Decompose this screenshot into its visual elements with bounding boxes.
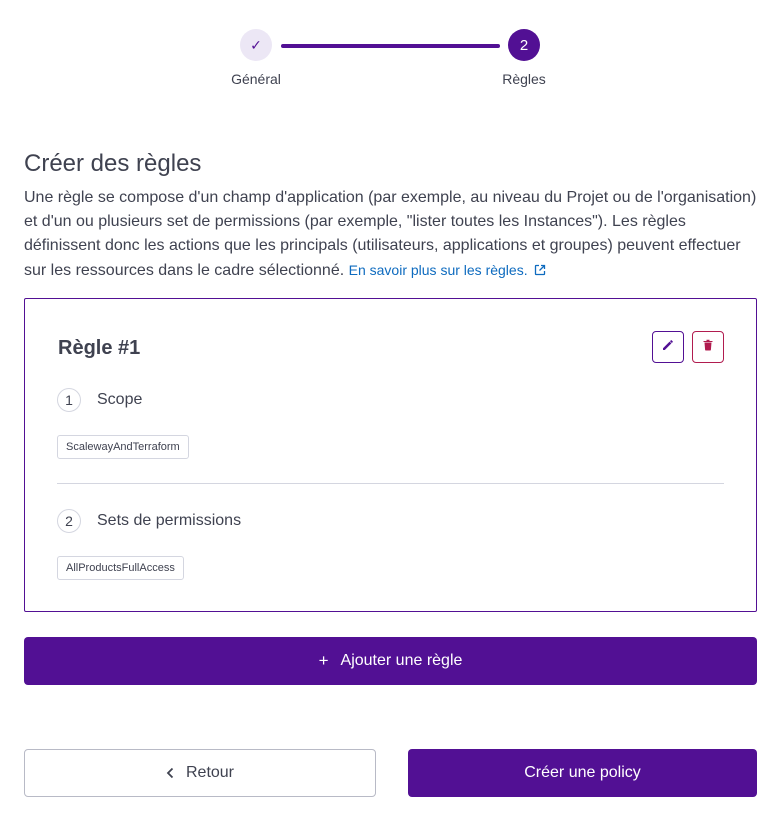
permissions-step-number: 2 bbox=[57, 509, 81, 533]
stepper bbox=[0, 0, 774, 100]
pencil-icon bbox=[661, 338, 675, 357]
add-rule-label: Ajouter une règle bbox=[340, 652, 463, 669]
check-icon: ✓ bbox=[250, 36, 262, 53]
step-number: 2 bbox=[519, 36, 529, 54]
section-divider bbox=[57, 483, 724, 484]
edit-rule-button[interactable] bbox=[652, 331, 684, 363]
back-label: Retour bbox=[185, 764, 235, 781]
plus-icon: + bbox=[318, 651, 329, 670]
rule-card bbox=[24, 298, 757, 612]
external-link-icon bbox=[534, 259, 546, 283]
scope-step-number: 1 bbox=[57, 388, 81, 412]
add-rule-button[interactable] bbox=[24, 637, 757, 685]
back-button[interactable] bbox=[24, 749, 376, 797]
page-description bbox=[24, 186, 759, 283]
rule-title: Règle #1 bbox=[58, 337, 141, 359]
scope-title: Scope bbox=[97, 391, 143, 408]
learn-more-label: En savoir plus sur les règles. bbox=[348, 262, 528, 278]
chevron-left-icon bbox=[166, 767, 174, 779]
permissions-title: Sets de permissions bbox=[97, 512, 242, 529]
step-general-indicator[interactable] bbox=[240, 29, 272, 61]
step-general-label: Général bbox=[231, 71, 281, 87]
step-rules-label: Règles bbox=[502, 71, 546, 87]
delete-rule-button[interactable] bbox=[692, 331, 724, 363]
create-policy-button[interactable] bbox=[408, 749, 757, 797]
page-title: Créer des règles bbox=[24, 150, 202, 177]
trash-icon bbox=[701, 338, 715, 357]
scope-tag: ScalewayAndTerraform bbox=[57, 435, 189, 459]
permission-set-tag: AllProductsFullAccess bbox=[57, 556, 184, 580]
learn-more-link[interactable] bbox=[349, 262, 546, 278]
description-text: Une règle se compose d'un champ d'application (par exemple, au niveau du Projet ou de l'organisation) et d'un ou plusieurs set de permissions (par exemple, "lister toutes les Instances"). Les règles définissent donc les actions que les principals (utilisateurs, applications et groupes) peuvent effectuer sur les ressources dans le cadre sélectionné. bbox=[24, 189, 757, 279]
stepper-progress-line bbox=[281, 44, 500, 48]
create-policy-label: Créer une policy bbox=[524, 764, 641, 781]
step-rules-indicator bbox=[508, 29, 540, 61]
